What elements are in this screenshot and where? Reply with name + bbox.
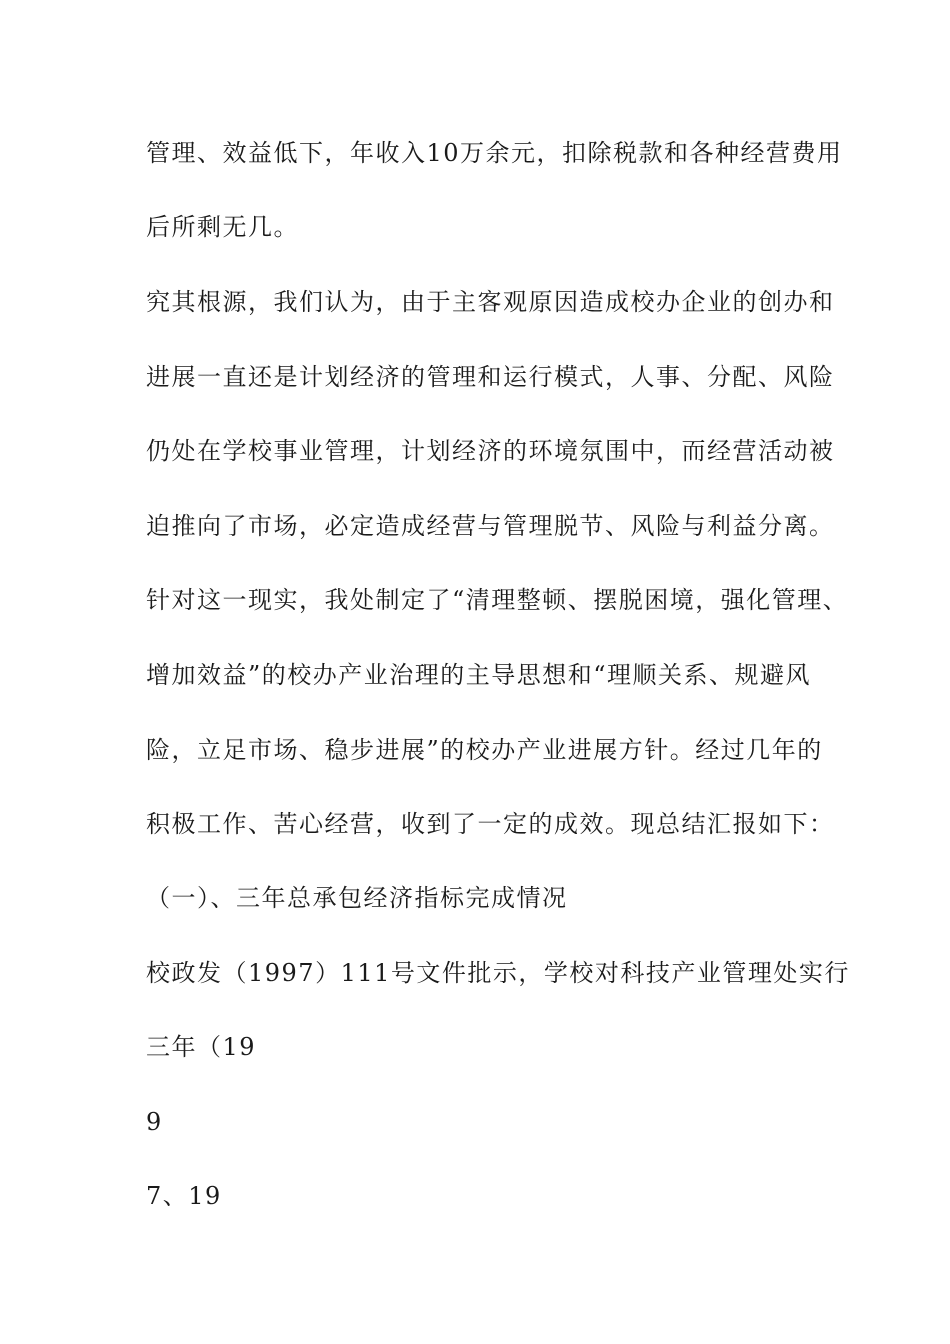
- text-line: 仍处在学校事业管理，计划经济的环境氛围中，而经营活动被: [146, 437, 835, 465]
- text-line: 三年（19: [146, 1033, 257, 1061]
- text-line: 管理、效益低下，年收入10万余元，扣除税款和各种经营费用: [146, 139, 843, 167]
- text-line: 进展一直还是计划经济的管理和运行模式，人事、分配、风险: [146, 363, 835, 391]
- text-line: 校政发（1997）111号文件批示，学校对科技产业管理处实行: [146, 959, 850, 987]
- text-line: 9: [146, 1108, 163, 1136]
- text-line: 针对这一现实，我处制定了“清理整顿、摆脱困境，强化管理、: [146, 586, 849, 614]
- text-line: 险，立足市场、稳步进展”的校办产业进展方针。经过几年的: [146, 736, 823, 764]
- text-line: 增加效益”的校办产业治理的主导思想和“理顺关系、规避风: [146, 661, 812, 689]
- text-line: 迫推向了市场，必定造成经营与管理脱节、风险与利益分离。: [146, 512, 835, 540]
- section-heading: （一）、三年总承包经济指标完成情况: [146, 884, 568, 912]
- text-line: 7、19: [146, 1182, 222, 1210]
- text-line: 积极工作、苦心经营，收到了一定的成效。现总结汇报如下：: [146, 810, 835, 838]
- text-line: 后所剩无几。: [146, 213, 299, 241]
- text-line: 究其根源，我们认为，由于主客观原因造成校办企业的创办和: [146, 288, 835, 316]
